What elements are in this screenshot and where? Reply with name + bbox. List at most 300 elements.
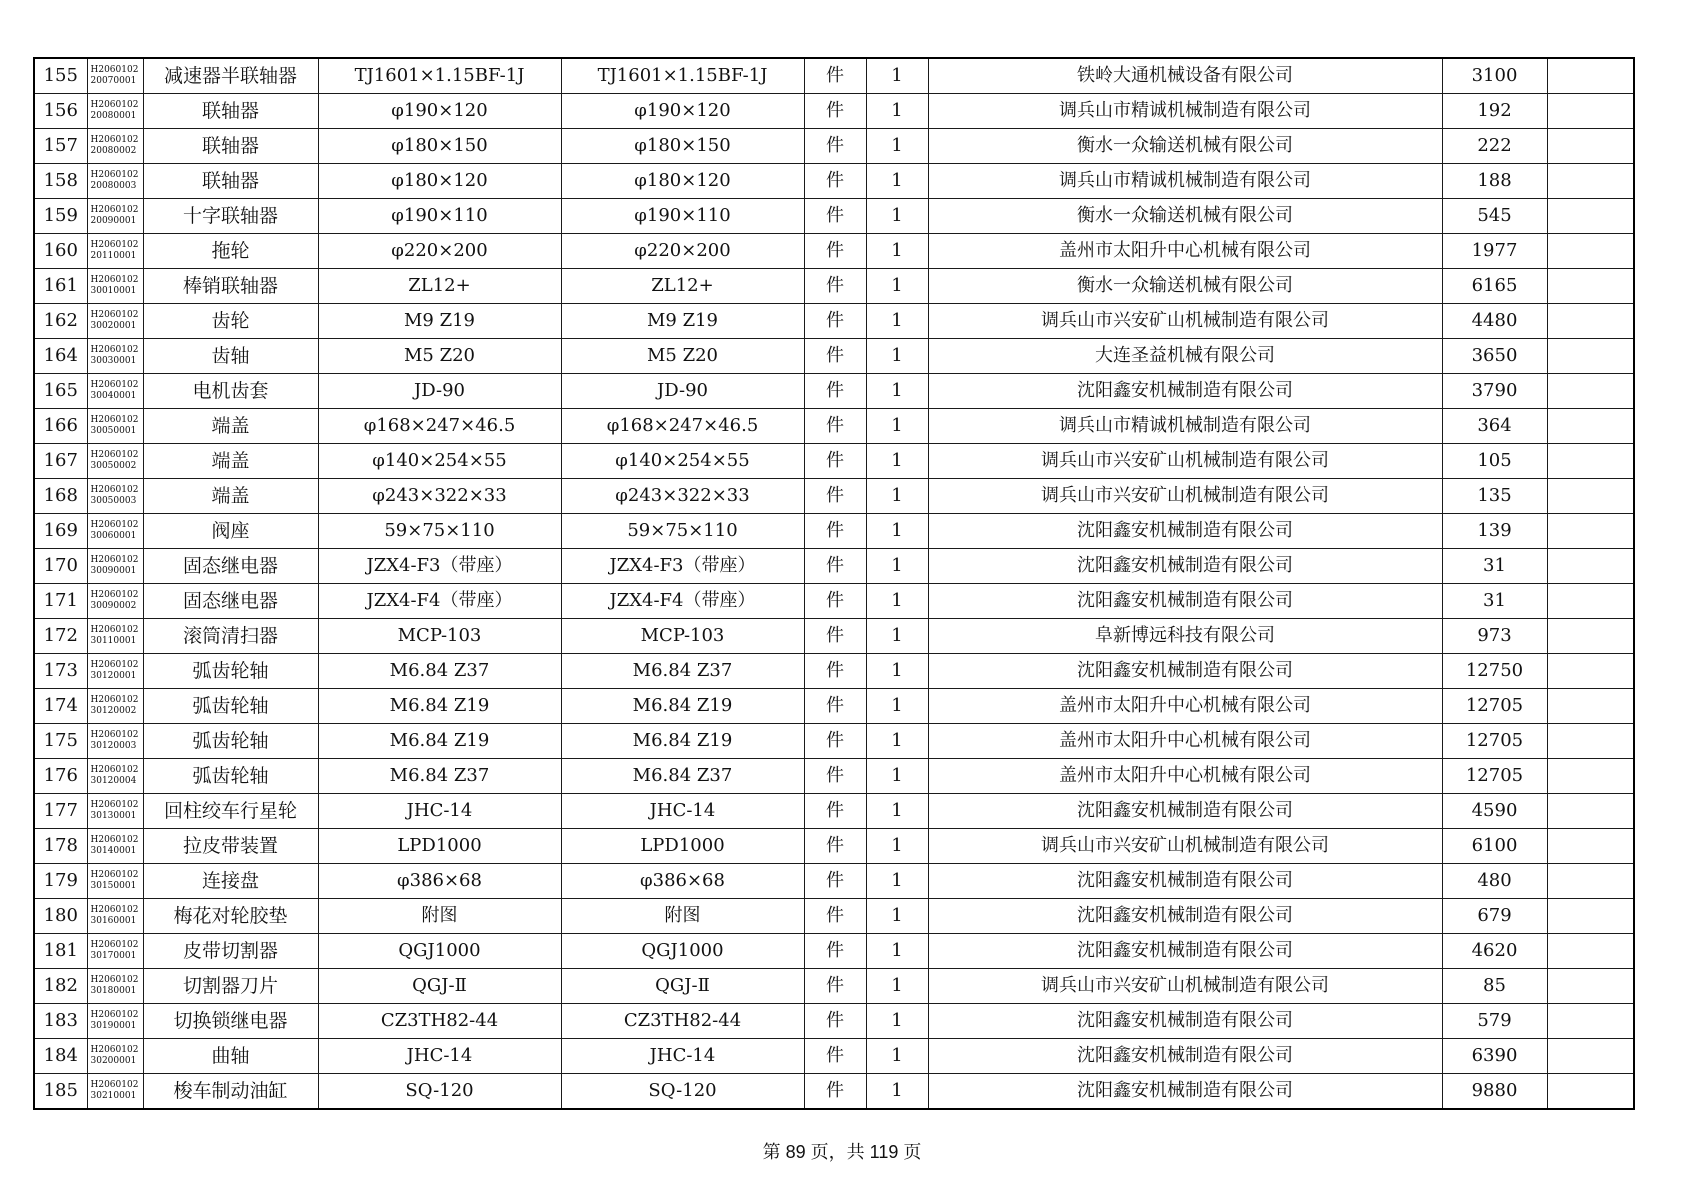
table-row [34,969,1634,1004]
quantity-cell: 1 [866,199,928,234]
part-name-cell: 弧齿轮轴 [143,759,318,794]
part-name-cell: 端盖 [143,444,318,479]
note-cell [1547,864,1634,899]
spec-model-2-cell: JHC-14 [561,1039,804,1074]
row-number-cell: 162 [34,304,87,339]
part-name-cell: 切换锁继电器 [143,1004,318,1039]
spec-model-cell: QGJ-Ⅱ [318,969,561,1004]
spec-model-cell: JZX4-F4（带座） [318,584,561,619]
material-code-cell: H2060102 30140001 [87,829,143,864]
table-row [34,234,1634,269]
row-number-cell: 185 [34,1074,87,1110]
row-number-cell: 177 [34,794,87,829]
spec-model-cell: φ168×247×46.5 [318,409,561,444]
quantity-cell: 1 [866,1004,928,1039]
spec-model-cell: TJ1601×1.15BF-1J [318,58,561,94]
quantity-cell: 1 [866,479,928,514]
quantity-cell: 1 [866,724,928,759]
price-cell: 6165 [1442,269,1547,304]
part-name-cell: 减速器半联轴器 [143,58,318,94]
spec-model-2-cell: φ190×110 [561,199,804,234]
table-row [34,339,1634,374]
spec-model-cell: φ180×120 [318,164,561,199]
row-number-cell: 179 [34,864,87,899]
unit-cell: 件 [804,374,866,409]
note-cell [1547,58,1634,94]
supplier-cell: 沈阳鑫安机械制造有限公司 [928,1004,1442,1039]
spec-model-cell: φ220×200 [318,234,561,269]
quantity-cell: 1 [866,689,928,724]
supplier-cell: 衡水一众输送机械有限公司 [928,129,1442,164]
supplier-cell: 调兵山市兴安矿山机械制造有限公司 [928,829,1442,864]
supplier-cell: 沈阳鑫安机械制造有限公司 [928,654,1442,689]
spec-model-2-cell: φ220×200 [561,234,804,269]
table-row [34,934,1634,969]
spec-model-2-cell: 59×75×110 [561,514,804,549]
quantity-cell: 1 [866,304,928,339]
supplier-cell: 调兵山市精诚机械制造有限公司 [928,409,1442,444]
unit-cell: 件 [804,724,866,759]
part-name-cell: 电机齿套 [143,374,318,409]
table-row [34,549,1634,584]
quantity-cell: 1 [866,444,928,479]
price-cell: 188 [1442,164,1547,199]
unit-cell: 件 [804,654,866,689]
price-cell: 6100 [1442,829,1547,864]
material-code-cell: H2060102 30120001 [87,654,143,689]
part-name-cell: 固态继电器 [143,549,318,584]
material-code-cell: H2060102 30120003 [87,724,143,759]
price-cell: 31 [1442,584,1547,619]
unit-cell: 件 [804,584,866,619]
row-number-cell: 174 [34,689,87,724]
part-name-cell: 连接盘 [143,864,318,899]
material-code-cell: H2060102 30110001 [87,619,143,654]
material-code-cell: H2060102 30050002 [87,444,143,479]
supplier-cell: 沈阳鑫安机械制造有限公司 [928,1039,1442,1074]
material-code-cell: H2060102 20070001 [87,58,143,94]
note-cell [1547,549,1634,584]
row-number-cell: 182 [34,969,87,1004]
note-cell [1547,1039,1634,1074]
price-cell: 6390 [1442,1039,1547,1074]
note-cell [1547,829,1634,864]
note-cell [1547,444,1634,479]
table-row [34,409,1634,444]
spec-model-cell: LPD1000 [318,829,561,864]
spec-model-cell: MCP-103 [318,619,561,654]
table-row [34,899,1634,934]
supplier-cell: 调兵山市精诚机械制造有限公司 [928,164,1442,199]
quantity-cell: 1 [866,549,928,584]
spec-model-cell: JHC-14 [318,1039,561,1074]
row-number-cell: 158 [34,164,87,199]
spec-model-2-cell: M6.84 Z37 [561,759,804,794]
unit-cell: 件 [804,444,866,479]
unit-cell: 件 [804,1074,866,1110]
note-cell [1547,724,1634,759]
note-cell [1547,689,1634,724]
note-cell [1547,409,1634,444]
material-code-cell: H2060102 30010001 [87,269,143,304]
table-row [34,374,1634,409]
part-name-cell: 拉皮带装置 [143,829,318,864]
material-code-cell: H2060102 30160001 [87,899,143,934]
note-cell [1547,129,1634,164]
supplier-cell: 沈阳鑫安机械制造有限公司 [928,549,1442,584]
spec-model-2-cell: M9 Z19 [561,304,804,339]
note-cell [1547,269,1634,304]
quantity-cell: 1 [866,94,928,129]
table-row [34,1074,1634,1110]
price-cell: 192 [1442,94,1547,129]
spec-model-2-cell: TJ1601×1.15BF-1J [561,58,804,94]
supplier-cell: 阜新博远科技有限公司 [928,619,1442,654]
unit-cell: 件 [804,1039,866,1074]
table-row [34,794,1634,829]
unit-cell: 件 [804,619,866,654]
note-cell [1547,794,1634,829]
supplier-cell: 沈阳鑫安机械制造有限公司 [928,514,1442,549]
spec-model-2-cell: JZX4-F4（带座） [561,584,804,619]
spec-model-2-cell: φ180×120 [561,164,804,199]
table-row [34,759,1634,794]
table-row [34,444,1634,479]
price-cell: 3790 [1442,374,1547,409]
supplier-cell: 调兵山市兴安矿山机械制造有限公司 [928,304,1442,339]
unit-cell: 件 [804,409,866,444]
note-cell [1547,619,1634,654]
price-cell: 31 [1442,549,1547,584]
row-number-cell: 155 [34,58,87,94]
part-name-cell: 梭车制动油缸 [143,1074,318,1110]
note-cell [1547,479,1634,514]
note-cell [1547,304,1634,339]
row-number-cell: 181 [34,934,87,969]
unit-cell: 件 [804,549,866,584]
unit-cell: 件 [804,479,866,514]
price-cell: 4620 [1442,934,1547,969]
material-code-cell: H2060102 30210001 [87,1074,143,1110]
unit-cell: 件 [804,339,866,374]
spec-model-2-cell: JZX4-F3（带座） [561,549,804,584]
spec-model-2-cell: φ386×68 [561,864,804,899]
part-name-cell: 齿轴 [143,339,318,374]
material-code-cell: H2060102 30200001 [87,1039,143,1074]
spec-model-2-cell: QGJ-Ⅱ [561,969,804,1004]
spec-model-cell: JD-90 [318,374,561,409]
price-cell: 545 [1442,199,1547,234]
material-code-cell: H2060102 30050003 [87,479,143,514]
price-cell: 1977 [1442,234,1547,269]
spec-model-2-cell: M5 Z20 [561,339,804,374]
supplier-cell: 沈阳鑫安机械制造有限公司 [928,864,1442,899]
spec-model-2-cell: JD-90 [561,374,804,409]
part-name-cell: 梅花对轮胶垫 [143,899,318,934]
part-name-cell: 端盖 [143,479,318,514]
table-row [34,584,1634,619]
part-name-cell: 联轴器 [143,129,318,164]
material-code-cell: H2060102 30130001 [87,794,143,829]
spec-model-2-cell: φ140×254×55 [561,444,804,479]
supplier-cell: 沈阳鑫安机械制造有限公司 [928,794,1442,829]
parts-price-table [33,57,1635,1110]
part-name-cell: 十字联轴器 [143,199,318,234]
row-number-cell: 159 [34,199,87,234]
note-cell [1547,339,1634,374]
supplier-cell: 大连圣益机械有限公司 [928,339,1442,374]
spec-model-cell: 附图 [318,899,561,934]
note-cell [1547,584,1634,619]
supplier-cell: 沈阳鑫安机械制造有限公司 [928,1074,1442,1110]
supplier-cell: 调兵山市兴安矿山机械制造有限公司 [928,969,1442,1004]
supplier-cell: 沈阳鑫安机械制造有限公司 [928,374,1442,409]
table-row [34,724,1634,759]
row-number-cell: 168 [34,479,87,514]
quantity-cell: 1 [866,58,928,94]
row-number-cell: 176 [34,759,87,794]
price-cell: 85 [1442,969,1547,1004]
material-code-cell: H2060102 20080003 [87,164,143,199]
part-name-cell: 联轴器 [143,94,318,129]
table-row [34,829,1634,864]
part-name-cell: 拖轮 [143,234,318,269]
row-number-cell: 171 [34,584,87,619]
quantity-cell: 1 [866,619,928,654]
material-code-cell: H2060102 30090001 [87,549,143,584]
spec-model-cell: M6.84 Z37 [318,654,561,689]
spec-model-cell: φ243×322×33 [318,479,561,514]
row-number-cell: 167 [34,444,87,479]
row-number-cell: 164 [34,339,87,374]
price-cell: 105 [1442,444,1547,479]
price-cell: 579 [1442,1004,1547,1039]
spec-model-2-cell: φ168×247×46.5 [561,409,804,444]
price-cell: 480 [1442,864,1547,899]
row-number-cell: 161 [34,269,87,304]
price-cell: 4480 [1442,304,1547,339]
spec-model-2-cell: M6.84 Z19 [561,689,804,724]
price-cell: 3650 [1442,339,1547,374]
part-name-cell: 滚筒清扫器 [143,619,318,654]
spec-model-2-cell: QGJ1000 [561,934,804,969]
row-number-cell: 184 [34,1039,87,1074]
part-name-cell: 联轴器 [143,164,318,199]
table-row [34,199,1634,234]
part-name-cell: 阀座 [143,514,318,549]
supplier-cell: 盖州市太阳升中心机械有限公司 [928,724,1442,759]
part-name-cell: 固态继电器 [143,584,318,619]
material-code-cell: H2060102 30060001 [87,514,143,549]
part-name-cell: 弧齿轮轴 [143,724,318,759]
price-cell: 12705 [1442,724,1547,759]
spec-model-2-cell: SQ-120 [561,1074,804,1110]
price-cell: 9880 [1442,1074,1547,1110]
material-code-cell: H2060102 30120002 [87,689,143,724]
quantity-cell: 1 [866,269,928,304]
note-cell [1547,1004,1634,1039]
spec-model-cell: M9 Z19 [318,304,561,339]
spec-model-cell: M6.84 Z19 [318,724,561,759]
spec-model-2-cell: LPD1000 [561,829,804,864]
note-cell [1547,1074,1634,1110]
spec-model-2-cell: φ190×120 [561,94,804,129]
quantity-cell: 1 [866,864,928,899]
row-number-cell: 183 [34,1004,87,1039]
spec-model-cell: JHC-14 [318,794,561,829]
quantity-cell: 1 [866,409,928,444]
unit-cell: 件 [804,934,866,969]
row-number-cell: 170 [34,549,87,584]
quantity-cell: 1 [866,164,928,199]
spec-model-cell: M6.84 Z19 [318,689,561,724]
table-row [34,864,1634,899]
material-code-cell: H2060102 30180001 [87,969,143,1004]
material-code-cell: H2060102 20110001 [87,234,143,269]
row-number-cell: 172 [34,619,87,654]
part-name-cell: 曲轴 [143,1039,318,1074]
quantity-cell: 1 [866,374,928,409]
table-row [34,129,1634,164]
spec-model-2-cell: 附图 [561,899,804,934]
part-name-cell: 端盖 [143,409,318,444]
spec-model-cell: φ190×120 [318,94,561,129]
supplier-cell: 调兵山市兴安矿山机械制造有限公司 [928,479,1442,514]
supplier-cell: 盖州市太阳升中心机械有限公司 [928,759,1442,794]
table-row [34,164,1634,199]
quantity-cell: 1 [866,759,928,794]
spec-model-cell: M5 Z20 [318,339,561,374]
page-number: 第 89 页，共 119 页 [762,1142,922,1162]
supplier-cell: 衡水一众输送机械有限公司 [928,269,1442,304]
material-code-cell: H2060102 30170001 [87,934,143,969]
spec-model-cell: JZX4-F3（带座） [318,549,561,584]
price-cell: 3100 [1442,58,1547,94]
material-code-cell: H2060102 30150001 [87,864,143,899]
quantity-cell: 1 [866,1039,928,1074]
row-number-cell: 175 [34,724,87,759]
spec-model-cell: φ190×110 [318,199,561,234]
row-number-cell: 157 [34,129,87,164]
spec-model-cell: 59×75×110 [318,514,561,549]
unit-cell: 件 [804,969,866,1004]
supplier-cell: 盖州市太阳升中心机械有限公司 [928,689,1442,724]
quantity-cell: 1 [866,794,928,829]
quantity-cell: 1 [866,654,928,689]
price-cell: 12750 [1442,654,1547,689]
price-cell: 139 [1442,514,1547,549]
row-number-cell: 165 [34,374,87,409]
table-row [34,1039,1634,1074]
material-code-cell: H2060102 30030001 [87,339,143,374]
table-row [34,1004,1634,1039]
quantity-cell: 1 [866,829,928,864]
spec-model-cell: φ386×68 [318,864,561,899]
price-cell: 12705 [1442,759,1547,794]
unit-cell: 件 [804,304,866,339]
quantity-cell: 1 [866,1074,928,1110]
spec-model-cell: M6.84 Z37 [318,759,561,794]
unit-cell: 件 [804,1004,866,1039]
spec-model-cell: φ140×254×55 [318,444,561,479]
spec-model-2-cell: MCP-103 [561,619,804,654]
supplier-cell: 调兵山市兴安矿山机械制造有限公司 [928,444,1442,479]
spec-model-2-cell: φ243×322×33 [561,479,804,514]
note-cell [1547,759,1634,794]
note-cell [1547,969,1634,1004]
unit-cell: 件 [804,829,866,864]
table-row [34,94,1634,129]
supplier-cell: 衡水一众输送机械有限公司 [928,199,1442,234]
unit-cell: 件 [804,164,866,199]
row-number-cell: 178 [34,829,87,864]
quantity-cell: 1 [866,934,928,969]
spec-model-2-cell: M6.84 Z37 [561,654,804,689]
material-code-cell: H2060102 30120004 [87,759,143,794]
supplier-cell: 铁岭大通机械设备有限公司 [928,58,1442,94]
table-row [34,479,1634,514]
part-name-cell: 回柱绞车行星轮 [143,794,318,829]
part-name-cell: 齿轮 [143,304,318,339]
note-cell [1547,234,1634,269]
note-cell [1547,374,1634,409]
row-number-cell: 156 [34,94,87,129]
unit-cell: 件 [804,234,866,269]
note-cell [1547,899,1634,934]
unit-cell: 件 [804,199,866,234]
material-code-cell: H2060102 20080002 [87,129,143,164]
row-number-cell: 160 [34,234,87,269]
table-row [34,304,1634,339]
spec-model-2-cell: φ180×150 [561,129,804,164]
quantity-cell: 1 [866,234,928,269]
note-cell [1547,654,1634,689]
row-number-cell: 169 [34,514,87,549]
unit-cell: 件 [804,514,866,549]
price-cell: 679 [1442,899,1547,934]
spec-model-cell: QGJ1000 [318,934,561,969]
price-cell: 364 [1442,409,1547,444]
spec-model-2-cell: ZL12+ [561,269,804,304]
material-code-cell: H2060102 30090002 [87,584,143,619]
quantity-cell: 1 [866,129,928,164]
note-cell [1547,934,1634,969]
material-code-cell: H2060102 30050001 [87,409,143,444]
unit-cell: 件 [804,864,866,899]
unit-cell: 件 [804,689,866,724]
quantity-cell: 1 [866,969,928,1004]
row-number-cell: 180 [34,899,87,934]
price-cell: 135 [1442,479,1547,514]
unit-cell: 件 [804,94,866,129]
unit-cell: 件 [804,794,866,829]
material-code-cell: H2060102 30190001 [87,1004,143,1039]
note-cell [1547,94,1634,129]
material-code-cell: H2060102 30040001 [87,374,143,409]
note-cell [1547,514,1634,549]
unit-cell: 件 [804,58,866,94]
spec-model-2-cell: JHC-14 [561,794,804,829]
table-row [34,269,1634,304]
note-cell [1547,199,1634,234]
table-row [34,619,1634,654]
spec-model-cell: CZ3TH82-44 [318,1004,561,1039]
unit-cell: 件 [804,129,866,164]
part-name-cell: 弧齿轮轴 [143,689,318,724]
table-row [34,654,1634,689]
supplier-cell: 盖州市太阳升中心机械有限公司 [928,234,1442,269]
row-number-cell: 173 [34,654,87,689]
